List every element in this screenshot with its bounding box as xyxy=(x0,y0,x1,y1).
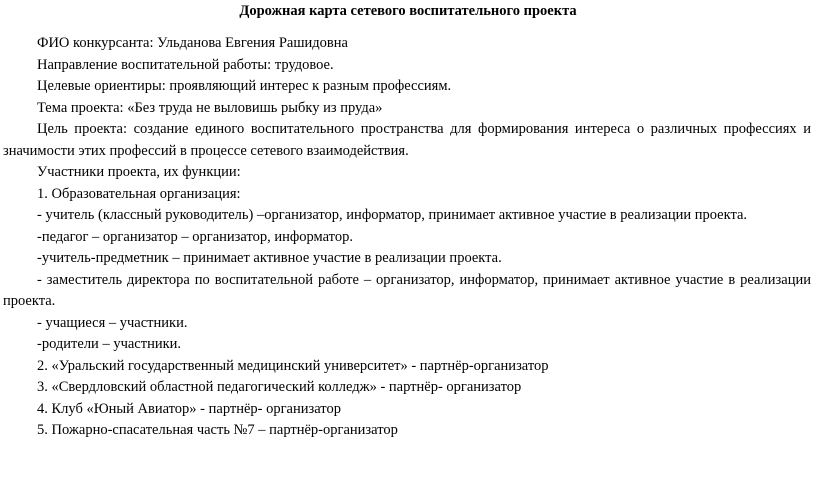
list-item: 2. «Уральский государственный медицинский университет» - партнёр-организатор xyxy=(37,357,549,374)
project-goal-paragraph: Цель проекта: создание единого воспитательного пространства для формирования интереса о различных профессиях и значимости этих профессий в процессе сетевого взаимодействия. xyxy=(3,121,811,159)
list-item: 1. Образовательная организация: xyxy=(37,185,241,202)
project-theme-line: Тема проекта: «Без труда не выловишь рыбку из пруда» xyxy=(37,99,383,116)
list-item: - учащиеся – участники. xyxy=(37,314,188,331)
participant-name-line: ФИО конкурсанта: Ульданова Евгения Рашидовна xyxy=(37,35,348,51)
list-item: - заместитель директора по воспитательной работе – организатор, информатор, принимает активное участие в реализации проекта. xyxy=(3,271,811,309)
list-item: -родители – участники. xyxy=(37,336,182,352)
work-direction-line: Направление воспитательной работы: трудовое. xyxy=(37,56,334,73)
list-item: 5. Пожарно-спасательная часть №7 – партнёр-организатор xyxy=(37,422,398,438)
list-item: - учитель (классный руководитель) –организатор, информатор, принимает активное участие в реализации проекта. xyxy=(37,207,748,223)
document-body xyxy=(3,33,811,442)
target-guidelines-line: Целевые ориентиры: проявляющий интерес к разным профессиям. xyxy=(37,78,452,94)
list-item: 4. Клуб «Юный Авиатор» - партнёр- организатор xyxy=(37,400,341,417)
document-title: Дорожная карта сетевого воспитательного проекта xyxy=(239,3,577,19)
list-item: -педагог – организатор – организатор, информатор. xyxy=(37,228,353,245)
list-item: -учитель-предметник – принимает активное участие в реализации проекта. xyxy=(37,250,502,266)
participants-heading: Участники проекта, их функции: xyxy=(37,164,241,180)
list-item: 3. «Свердловский областной педагогический колледж» - партнёр- организатор xyxy=(37,379,522,395)
